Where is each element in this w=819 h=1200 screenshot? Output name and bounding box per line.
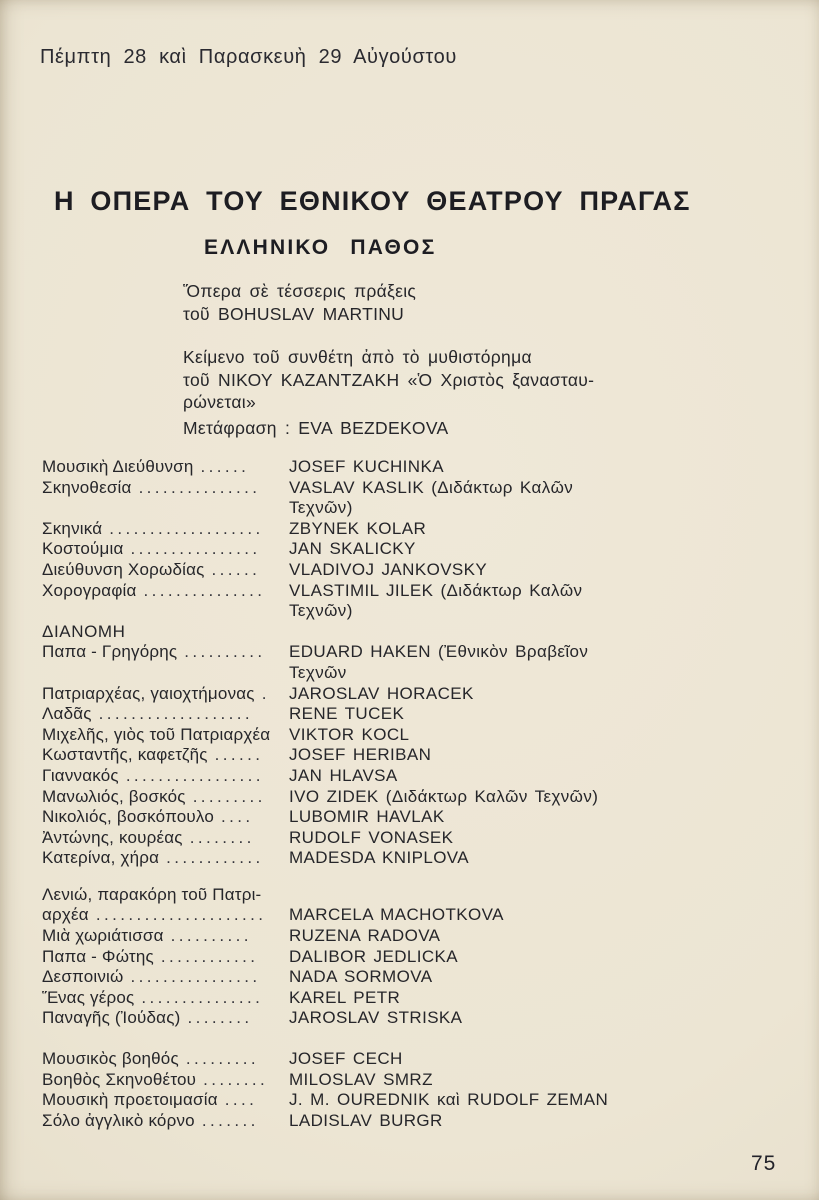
credit-label-text: Μιὰ χωριάτισσα <box>42 926 164 946</box>
credit-label <box>42 478 289 499</box>
credit-value <box>289 581 762 622</box>
credits-spacer <box>42 1029 762 1049</box>
credit-value <box>289 905 762 926</box>
credit-value-line: VLASTIMIL JILEK (Διδάκτωρ Καλῶν <box>289 580 583 600</box>
credit-value-line: JAN SKALICKY <box>289 539 416 559</box>
credit-value <box>289 967 762 988</box>
credit-label-text: Μουσικὴ προετοιμασία <box>42 1090 218 1110</box>
credit-value-line: JOSEF HERIBAN <box>289 745 432 765</box>
credit-label <box>42 807 289 828</box>
credit-value <box>289 828 762 849</box>
credit-label <box>42 787 289 808</box>
credit-row <box>42 560 762 581</box>
dot-leader: ................... <box>98 704 254 724</box>
credit-label <box>42 725 289 746</box>
credit-label <box>42 1008 289 1029</box>
credit-value-line: J. M. OUREDNIK καὶ RUDOLF ZEMAN <box>289 1090 609 1110</box>
work-description <box>183 280 416 325</box>
credit-label <box>42 926 289 947</box>
credit-row <box>42 1049 762 1070</box>
credit-label <box>42 1049 289 1070</box>
dot-leader: ....... <box>201 1110 259 1130</box>
dot-leader: ......... <box>192 786 266 806</box>
libretto-credit-line: ρώνεται» <box>183 392 256 412</box>
credit-row <box>42 478 762 519</box>
work-description-line: Ὅπερα σὲ τέσσερις πράξεις <box>183 281 417 301</box>
credit-label <box>42 704 289 725</box>
credit-value <box>289 539 762 560</box>
credit-value <box>289 642 762 683</box>
credit-label-text: Βοηθὸς Σκηνοθέτου <box>42 1069 197 1089</box>
credit-row <box>42 807 762 828</box>
credit-value-line: VLADIVOJ JANKOVSKY <box>289 559 488 579</box>
dot-leader: ................ <box>130 967 261 987</box>
credit-value-line: VIKTOR KOCL <box>289 724 410 744</box>
credit-value <box>289 1111 762 1132</box>
credit-value-line: RUDOLF VONASEK <box>289 827 454 847</box>
credit-value <box>289 725 762 746</box>
credit-row <box>42 766 762 787</box>
dot-leader: ........ <box>203 1069 269 1089</box>
libretto-credit-line: Κείμενο τοῦ συνθέτη ἀπὸ τὸ μυθιστόρημα <box>183 347 532 367</box>
credit-label-text: Σόλο ἀγγλικὸ κόρνο <box>42 1110 195 1130</box>
credit-value-line: RUZENA RADOVA <box>289 926 441 946</box>
credit-value-line: Τεχνῶν <box>289 662 347 682</box>
credit-value <box>289 787 762 808</box>
credit-label-text: Μουσικὴ Διεύθυνση <box>42 457 194 476</box>
credit-row <box>42 457 762 478</box>
credit-label-text: Πατριαρχέας, γαιοχτήμονας <box>42 683 255 703</box>
credit-label-text: Γιαννακός <box>42 765 119 785</box>
credit-label-text: Ἕνας γέρος <box>42 987 135 1007</box>
credit-label-text: Παναγῆς (Ἰούδας) <box>42 1008 181 1028</box>
credit-value-line: LUBOMIR HAVLAK <box>289 807 445 827</box>
credit-label-text: Κοστούμια <box>42 539 124 559</box>
dot-leader: ............... <box>138 477 261 497</box>
credit-label-text: αρχέα <box>42 905 89 925</box>
credit-label <box>42 457 289 478</box>
cast-section-header: ΔΙΑΝΟΜΗ <box>42 621 126 641</box>
credit-label-text: Κωσταντῆς, καφετζῆς <box>42 745 208 765</box>
libretto-credit-line: τοῦ ΝΙΚΟΥ ΚΑΖΑΝΤΖΑΚΗ «Ὁ Χριστὸς ξανασταυ- <box>183 369 595 390</box>
credits-list <box>42 457 762 1131</box>
dot-leader: ........ <box>187 1008 253 1028</box>
credit-value-line: JAROSLAV STRISKA <box>289 1008 463 1028</box>
credit-value-line: DALIBOR JEDLICKA <box>289 946 459 966</box>
dot-leader: ................. <box>125 765 264 785</box>
dot-leader: .......... <box>170 926 252 946</box>
dot-leader: ...... <box>214 745 264 765</box>
credit-row <box>42 539 762 560</box>
credit-label <box>42 766 289 787</box>
dot-leader: ............ <box>160 946 259 966</box>
credit-value <box>289 560 762 581</box>
credit-label-text: Σκηνικά <box>42 518 103 538</box>
dot-leader: ......... <box>185 1049 259 1069</box>
credit-label <box>42 684 289 705</box>
work-description-line: τοῦ BOHUSLAV MARTINU <box>183 303 405 324</box>
credit-label-text: Ἀντώνης, κουρέας <box>42 827 183 847</box>
credit-row <box>42 787 762 808</box>
dot-leader: .... <box>224 1090 258 1110</box>
credit-row <box>42 725 762 746</box>
credit-label-text: Νικολιός, βοσκόπουλο <box>42 807 215 827</box>
credit-label <box>42 828 289 849</box>
credit-row <box>42 1008 762 1029</box>
credit-label-text: Μανωλιός, βοσκός <box>42 786 186 806</box>
credit-label <box>42 581 289 602</box>
credit-label-text: Κατερίνα, χήρα <box>42 848 160 868</box>
credit-value <box>289 1070 762 1091</box>
credit-value <box>289 926 762 947</box>
page-number: 75 <box>751 1152 777 1175</box>
page-title: Η ΟΠΕΡΑ ΤΟΥ ΕΘΝΙΚΟΥ ΘΕΑΤΡΟΥ ΠΡΑΓΑΣ <box>54 186 691 216</box>
credit-value-line: EDUARD HAKEN (Ἐθνικὸν Βραβεῖον <box>289 642 589 662</box>
dot-leader: ...... <box>200 457 250 476</box>
dot-leader: ...... <box>211 559 261 579</box>
credit-value-line: NADA SORMOVA <box>289 967 433 987</box>
credit-value <box>289 988 762 1009</box>
credit-value <box>289 1008 762 1029</box>
credit-value <box>289 704 762 725</box>
credit-value <box>289 1049 762 1070</box>
credit-label-text: Μουσικὸς βοηθός <box>42 1049 179 1069</box>
credit-value-line: KAREL PETR <box>289 987 401 1007</box>
credit-label-text: Λενιώ, παρακόρη τοῦ Πατρι- <box>42 884 262 904</box>
credit-label-text: Σκηνοθεσία <box>42 477 132 497</box>
credit-label <box>42 947 289 968</box>
credit-row <box>42 519 762 540</box>
credit-label <box>42 848 289 869</box>
credit-value-line: ZBYNEK KOLAR <box>289 518 427 538</box>
credit-value <box>289 745 762 766</box>
dot-leader: .......... <box>184 642 266 662</box>
credit-value <box>289 807 762 828</box>
credit-label <box>42 745 289 766</box>
credit-value-line: Τεχνῶν) <box>289 498 353 518</box>
credit-label-text: Λαδᾶς <box>42 704 92 724</box>
credit-row <box>42 905 762 926</box>
credits-spacer <box>42 869 762 885</box>
credit-value-line: JAROSLAV HORACEK <box>289 683 474 703</box>
credit-label <box>42 1090 289 1111</box>
credit-value <box>289 766 762 787</box>
dot-leader: .... <box>221 807 254 827</box>
credit-row <box>42 1111 762 1132</box>
credit-value-line: IVO ZIDEK (Διδάκτωρ Καλῶν Τεχνῶν) <box>289 786 599 806</box>
credit-row <box>42 642 762 683</box>
credit-label-text: Μιχελῆς, γιὸς τοῦ Πατριαρχέα <box>42 724 271 744</box>
credit-row <box>42 581 762 622</box>
dot-leader: ..................... <box>95 905 267 925</box>
credit-label <box>42 642 289 663</box>
libretto-credit <box>183 346 594 414</box>
dot-leader: ................ <box>130 539 261 559</box>
credit-label <box>42 988 289 1009</box>
dot-leader: ............ <box>166 848 264 868</box>
dot-leader: ............... <box>141 987 264 1007</box>
credit-label <box>42 519 289 540</box>
credit-label <box>42 1111 289 1132</box>
credit-row <box>42 947 762 968</box>
credit-value-line: MARCELA MACHOTKOVA <box>289 905 504 925</box>
credit-label-text: Διεύθυνση Χορωδίας <box>42 559 205 579</box>
credit-row <box>42 885 762 906</box>
credit-row <box>42 848 762 869</box>
credit-row <box>42 1070 762 1091</box>
credit-label <box>42 539 289 560</box>
performance-dates: Πέμπτη 28 καὶ Παρασκευὴ 29 Αὐγούστου <box>40 46 457 68</box>
credit-value-line: MILOSLAV SMRZ <box>289 1069 433 1089</box>
credit-value-line: RENE TUCEK <box>289 704 405 724</box>
credit-row <box>42 967 762 988</box>
credit-label <box>42 905 289 926</box>
credit-value <box>289 947 762 968</box>
credit-row <box>42 684 762 705</box>
credit-value-line: JOSEF CECH <box>289 1049 403 1069</box>
credit-value <box>289 684 762 705</box>
credit-value <box>289 457 762 478</box>
credit-value-line: JAN HLAVSA <box>289 765 398 785</box>
credit-label <box>42 1070 289 1091</box>
dot-leader: ................... <box>109 518 264 538</box>
dot-leader: ........ <box>189 827 255 847</box>
credit-label-text: Παπα - Γρηγόρης <box>42 642 178 662</box>
dot-leader: . <box>261 683 270 703</box>
credit-label <box>42 885 289 906</box>
credit-label-text: Χορογραφία <box>42 580 137 600</box>
credit-row <box>42 926 762 947</box>
credit-row <box>42 988 762 1009</box>
credit-value-line: JOSEF KUCHINKA <box>289 457 444 476</box>
credit-row <box>42 828 762 849</box>
credit-value <box>289 478 762 519</box>
credit-label <box>42 560 289 581</box>
credit-value-line: VASLAV KASLIK (Διδάκτωρ Καλῶν <box>289 477 574 497</box>
translation-credit: Μετάφραση : EVA BEZDEKOVA <box>183 418 449 438</box>
credit-label-text: Παπα - Φώτης <box>42 946 154 966</box>
dot-leader: ............... <box>143 580 266 600</box>
credit-row <box>42 745 762 766</box>
credit-row <box>42 704 762 725</box>
opera-title: ΕΛΛΗΝΙΚΟ ΠΑΘΟΣ <box>204 236 437 259</box>
credit-value-line: LADISLAV BURGR <box>289 1110 443 1130</box>
credit-value <box>289 848 762 869</box>
credit-value <box>289 1090 762 1111</box>
credit-value-line: Τεχνῶν) <box>289 601 353 621</box>
credit-label <box>42 967 289 988</box>
credit-label-text: Δεσποινιώ <box>42 967 124 987</box>
credit-value <box>289 519 762 540</box>
credit-row <box>42 1090 762 1111</box>
credit-value-line: MADESDA KNIPLOVA <box>289 848 470 868</box>
